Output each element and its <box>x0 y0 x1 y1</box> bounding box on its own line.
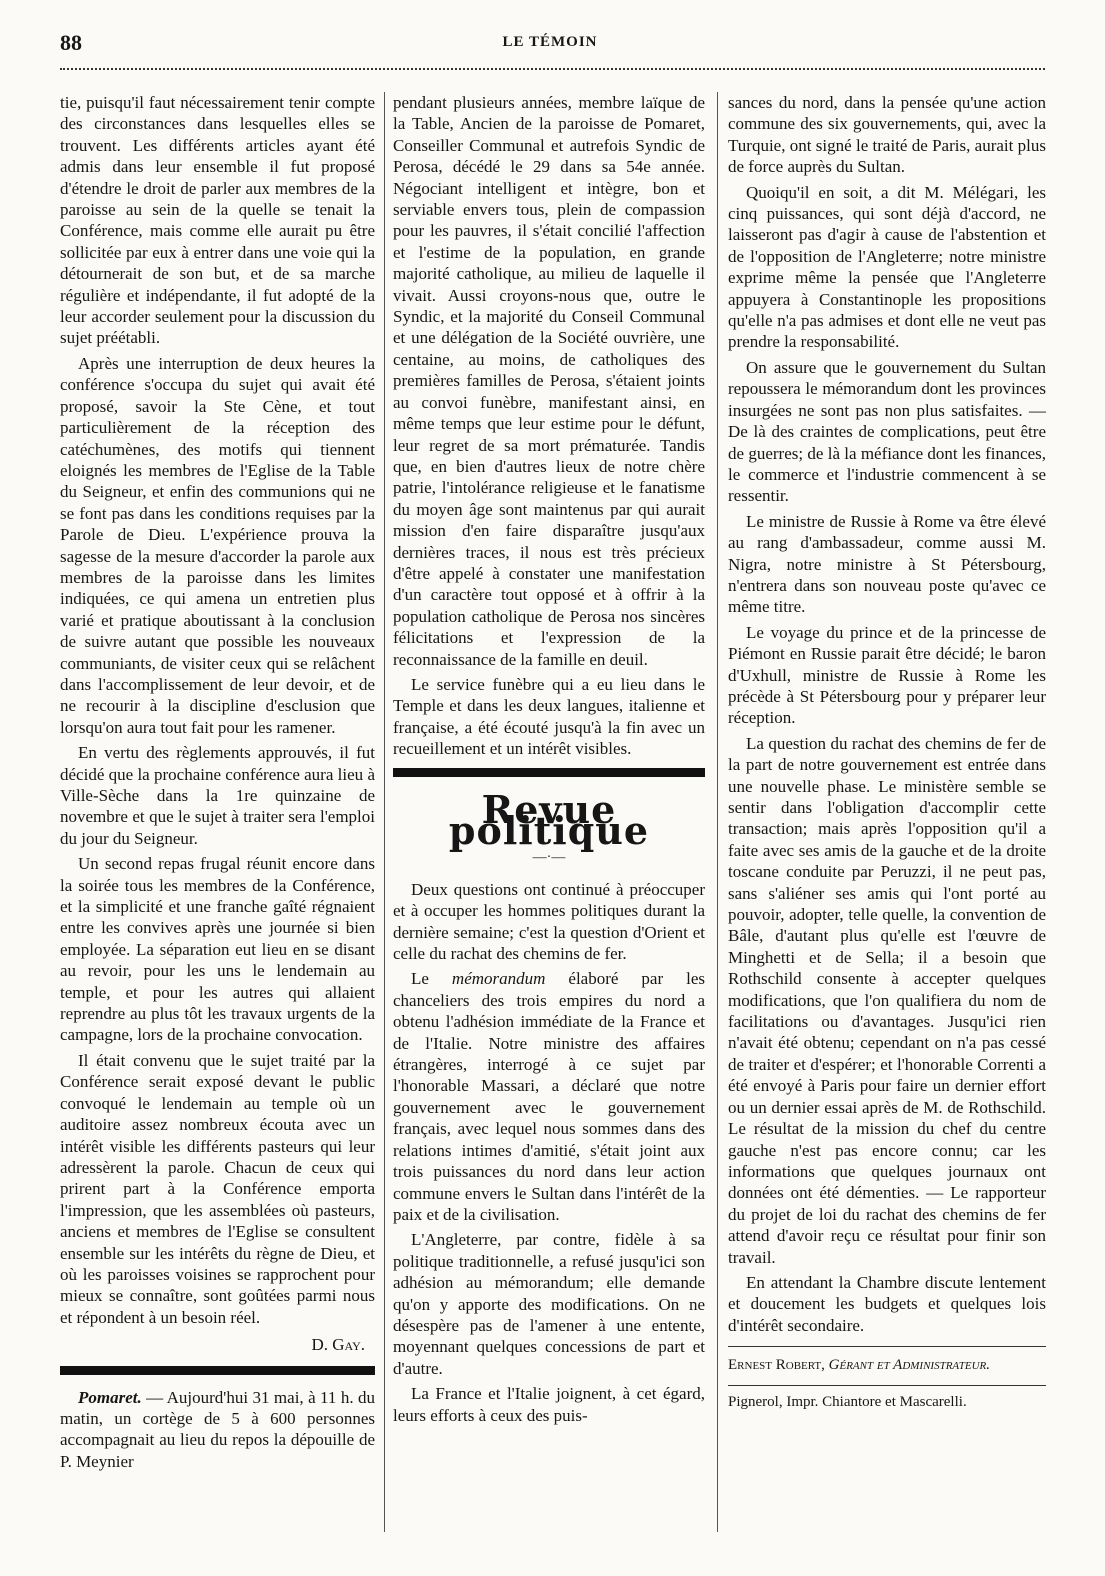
header-rule <box>60 68 1045 70</box>
page-number: 88 <box>60 30 82 55</box>
column-1 <box>60 92 375 1476</box>
paragraph: La France et l'Italie joignent, à cet égard, leurs efforts à ceux des puis- <box>393 1384 705 1425</box>
paragraph: tie, puisqu'il faut nécessairement tenir compte des circonstances dans lesquelles elles se trouvent. Les différents articles ayant été admis dans leur ensemble il fut proposé d'étendre le droit de parler aux membres de la paroisse au sein de la quelle se tenait la Conférence, mais comme elle aurait pu être sollicitée par eux à entrer dans une voie qui la détournerait de son but, et de sa marche régulière et indépendante, il fut adopté de la leur accorder seulement pour la discussion du sujet préétabli. <box>60 93 375 348</box>
paragraph: En vertu des règlements approuvés, il fut décidé que la prochaine conférence aura lieu à Ville-Sèche dans la 1re quinzaine de novembre et que le sujet à traiter sera l'emploi du jour du Seigneur. <box>60 743 375 848</box>
news-item-pomaret <box>60 1387 375 1473</box>
paragraph: La question du rachat des chemins de fer de la part de notre gouvernement est entrée dans une nouvelle phase. Le ministère semble se sentir dans l'obligation d'accomplir cette transaction; mais après l'opposition qu'il a faite avec ses amis de la gauche et de la droite toscane conduite par Peruzzi, il ne peut pas, sans s'aliéner ses amis qui l'ont porté au pouvoir, adopter, telle quelle, la convention de Bâle, d'autant plus qu'elle est l'œuvre de Minghetti et de Sella; il a besoin que Rothschild consente à accepter quelques modifications, que l'on qualifiera du nom de facilitations ou d'avantages. Jusqu'ici rien n'avait été obtenu; cependant on n'a pas cessé de traiter et d'espérer; et l'honorable Correnti a été envoyé à Paris pour faire un dernier effort ou un dernier essai après de M. de Rothschild. Le résultat de la mission du chef du centre gauche n'est pas encore connu; car les informations que quelques journaux ont données ont été démenties. — Le rapporteur du projet de loi du rachat des chemins de fer attend d'avoir reçu ce résultat pour finir son travail. <box>728 733 1046 1267</box>
headline-ornament: —·— <box>532 850 566 866</box>
paragraph: Il était convenu que le sujet traité par la Conférence serait exposé devant le public convoqué le lendemain au temple où un auditoire assez nombreux écouta avec un intérêt visible les différents pasteurs qui leur adressèrent la parole. Chacun de ceux qui prirent part à la Conférence emporta l'impression, que les assemblées où pasteurs, anciens et membres de l'Eglise se consultent ensemble sur les intérêts du règne de Dieu, et où les paroisses voisines se rapprochent pour mieux se connaître, sont goûtées parmi nous et répondent à un besoin réel. <box>60 1050 375 1327</box>
signature: D. Gay. <box>311 1335 365 1355</box>
paragraph: Après une interruption de deux heures la conférence s'occupa du sujet qui avait été proposé, savoir la Ste Cène, et tout particulièrement de la réception des catéchumènes, des motifs qui tiennent eloignés les membres de l'Eglise de la Table du Seigneur, et enfin des communions qui ne se font pas dans les conditions requises par la Parole de Dieu. L'expérience prouva la sagesse de la mesure d'accorder la parole aux membres de la paroisse dans les limites indiquées, ce qui amena un entretien plus varié et pratique aboutissant à la conclusion de suivre autant que possible les nouveaux communiants, de visiter ceux qui se relâchent dans l'accomplissement de leur devoir, et de ne recourir à la discipline d'esclusion que lorsqu'on aura tout fait pour les ramener. <box>60 353 375 737</box>
paragraph: pendant plusieurs années, membre laïque de la Table, Ancien de la paroisse de Pomaret, Conseiller Communal et autrefois Syndic de Perosa, décédé le 29 dans sa 54e année. Négociant intelligent et intègre, bon et serviable envers tous, plein de compassion pour les pauvres, il s'était concilié l'affection et l'estime de la population, en grande majorité catholique, au milieu de laquelle il vivait. Aussi croyons-nous que, outre le Syndic, et la majorité du Conseil Communal et une délégation de la Société ouvrière, une centaine, au moins, de catholiques des premières familles de Perosa, s'étaient joints au convoi funèbre, manifestant ainsi, en même temps que leur estime pour le défunt, leur regret de sa mort prématurée. Tandis que, en bien d'autres lieux de notre chère patrie, l'intolérance religieuse et le fanatisme du moyen âge sont maintenus par qui aurait mission d'en faire disparaître jusqu'aux dernières traces, il nous est très précieux d'être appelé à constater une manifestation d'un caractère tout opposé et à offrir à la population catholique de Perosa nos sincères félicitations et l'expression de la reconnaissance de la famille en deuil. <box>393 93 705 669</box>
printer-credit: Pignerol, Impr. Chiantore et Mascarelli. <box>728 1385 1046 1413</box>
item-lead: Pomaret. <box>78 1387 142 1407</box>
editor-name: Ernest Robert, <box>728 1357 825 1374</box>
column-3 <box>728 92 1046 1417</box>
emphasis: mémorandum <box>451 969 546 989</box>
item-text: — Aujourd'hui 31 mai, à 11 h. du matin, un cortège de 5 à 600 personnes accompagnait au lieu du repos la dépouille de P. Meynier <box>60 1387 375 1471</box>
paragraph <box>393 968 705 1225</box>
text-run: élaboré par les chanceliers des trois empires du nord a obtenu l'adhésion immédiate de la France et de l'Italie. Notre ministre des affaires étrangères, interrogé à ce sujet par l'honorable Massari, a déclaré que notre gouvernement avec le gouvernement français, avec lequel nous sommes dans des relations intimes d'amitié, s'était joint aux trois puissances du nord dans leur action commune envers le Sultan dans l'intérêt de la paix et de la civilisation. <box>393 969 705 1224</box>
page-header <box>60 30 1040 54</box>
paragraph: Quoiqu'il en soit, a dit M. Mélégari, les cinq puissances, qui sont déjà d'accord, ne laisseront pas d'agir à cause de l'abstention et de l'opposition de l'Angleterre; notre ministre exprime même la pensée que l'Angleterre appuyera à Constantinople les propositions qu'elle n'a pas admises et dont elle ne veut pas prendre la responsabilité. <box>728 182 1046 352</box>
editor-credit <box>728 1346 1046 1376</box>
section-separator <box>60 1366 375 1375</box>
paragraph: On assure que le gouvernement du Sultan repoussera le mémorandum dont les provinces insurgées ne sont pas non plus satisfaites. — De là des craintes de complications, peut être de guerres; de là la méfiance dont les finances, le commerce et l'industrie commencent à se ressentir. <box>728 357 1046 506</box>
paragraph: Un second repas frugal réunit encore dans la soirée tous les membres de la Conférence, et la simplicité et une franche gaîté régnaient entre les convives après une journée si bien employée. La séparation eut lieu en se disant au revoir, pour les uns le lendemain au temple, et pour les autres qui allaient reprendre au plus tôt les travaux urgents de la campagne, lors de la prochaine convocation. <box>60 854 375 1045</box>
text-run: Le <box>411 969 452 989</box>
section-separator <box>393 768 705 777</box>
paragraph: Le service funèbre qui a eu lieu dans le Temple et dans les deux langues, italienne et française, a été écouté jusqu'à la fin avec un recueillement et un intérêt visibles. <box>393 674 705 759</box>
paragraph: Le voyage du prince et de la princesse de Piémont en Russie parait être décidé; le baron d'Uxhull, ministre de Russie à Rome les précède à St Pétersbourg pour y préparer leur réception. <box>728 622 1046 728</box>
column-2 <box>393 92 705 1430</box>
paragraph: Deux questions ont continué à préoccuper et à occuper les hommes politiques durant la dernière semaine; c'est la question d'Orient et celle du rachat des chemins de fer. <box>393 879 705 964</box>
paragraph: sances du nord, dans la pensée qu'une action commune des six gouvernements, qui, avec la Turquie, ont signé le traité de Paris, aurait plus de force auprès du Sultan. <box>728 93 1046 177</box>
column-divider <box>717 92 718 1532</box>
paragraph: L'Angleterre, par contre, fidèle à sa politique traditionnelle, a refusé jusqu'ici son adhésion au mémorandum; elle demande qu'on y apporte des modifications. On ne désespère pas de l'amener à une entente, moyennant quelques concessions de part et d'autre. <box>393 1230 705 1378</box>
column-divider <box>384 92 385 1532</box>
paragraph: Le ministre de Russie à Rome va être élevé au rang d'ambassadeur, comme aussi M. Nigra, notre ministre à St Pétersbourg, n'entrera dans son nouveau poste qu'avec ce même titre. <box>728 511 1046 617</box>
running-title: LE TÉMOIN <box>502 34 598 50</box>
paragraph: En attendant la Chambre discute lentement et doucement les budgets et quelques lois d'intérêt secondaire. <box>728 1272 1046 1335</box>
editor-role: Gérant et Administrateur. <box>824 1357 990 1374</box>
section-headline: Revue politique <box>448 786 650 853</box>
